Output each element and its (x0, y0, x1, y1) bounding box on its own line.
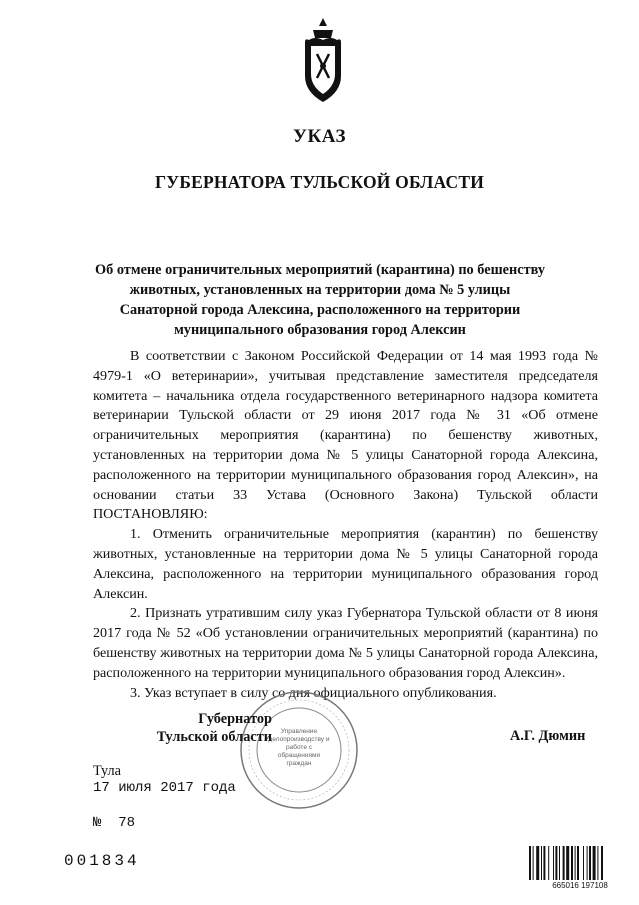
document-body (93, 347, 598, 703)
paragraph-item-1: 1. Отменить ограничительные мероприятия (карантин) по бешенству животных, установленные на территории дома № 5 улицы Санаторной города Алексина, расположенного на территории муниципального образования город Алексин. (93, 526, 598, 602)
signature-position-line2: Тульской области (156, 729, 272, 745)
barcode-bar (597, 846, 598, 880)
barcode-bar (529, 846, 531, 880)
issue-place: Тула (93, 763, 122, 779)
issue-date: 17 июля 2017 года (93, 780, 236, 796)
barcode-bar (536, 846, 539, 880)
barcode-bar (548, 846, 549, 880)
barcode-bar (583, 846, 584, 880)
barcode-bar (553, 846, 554, 880)
number-label: № (93, 815, 102, 831)
document-subject: Об отмене ограничительных мероприятий (карантина) по бешенству животных, установленных на территории дома № 5 улицы Санаторной города Алексина, расположенного на территории муниципального образования город Алексин (95, 262, 545, 338)
serial-number: 001834 (64, 852, 140, 870)
barcode-bar (577, 846, 579, 880)
coat-of-arms-icon (299, 16, 347, 106)
stamp-text: Управление делопроизводству и работе с обращениями граждан (268, 728, 330, 767)
barcode-bar (533, 846, 534, 880)
number-value: 78 (118, 815, 136, 831)
document-subtitle: ГУБЕРНАТОРА ТУЛЬСКОЙ ОБЛАСТИ (154, 172, 485, 192)
signature-name: А.Г. Дюмин (510, 728, 586, 744)
barcode-bar (571, 846, 573, 880)
barcode-bar (589, 846, 591, 880)
barcode-number: 665016 197108 (552, 881, 608, 890)
barcode-bar (543, 846, 545, 880)
barcode-bar (563, 846, 565, 880)
document-number (93, 815, 135, 831)
barcode-bar (587, 846, 588, 880)
barcode-bar (566, 846, 569, 880)
signature-position-line1: Губернатор (198, 711, 272, 727)
paragraph-item-3: 3. Указ вступает в силу со дня официального опубликования. (130, 684, 497, 701)
document-title: УКАЗ (293, 126, 346, 147)
barcode-bar (575, 846, 576, 880)
barcode-bar (541, 846, 542, 880)
barcode-bar (593, 846, 596, 880)
barcode-bar (555, 846, 557, 880)
paragraph-preamble: В соответствии с Законом Российской Федерации от 14 мая 1993 года № 4979-1 «О ветеринарии», учитывая представление заместителя председателя комитета – начальника отдела государственного ветеринарного надзора комитета ветеринарии Тульской области от 29 июня 2017 года № 31 «Об отмене ограничительных мероприятия (карантина) по бешенству животных, установленных на территории дома № 5 улицы Санаторной города Алексина, расположенного на территории муниципального образования город Алексин», на основании статьи 33 Устава (Основного Закона) Тульской области ПОСТАНОВЛЯЮ: (93, 348, 598, 523)
barcode-bar (601, 846, 603, 880)
barcode (528, 846, 628, 880)
official-stamp (237, 688, 361, 812)
signature-position (148, 710, 272, 746)
barcode-bar (559, 846, 560, 880)
paragraph-item-2: 2. Признать утратившим силу указ Губернатора Тульской области от 8 июня 2017 года № 52 «Об установлении ограничительных мероприятий (карантина) по бешенству животных на территории дома № 5 улицы Санаторной города Алексина, расположенного на территории муниципального образования город Алексин». (93, 605, 598, 681)
